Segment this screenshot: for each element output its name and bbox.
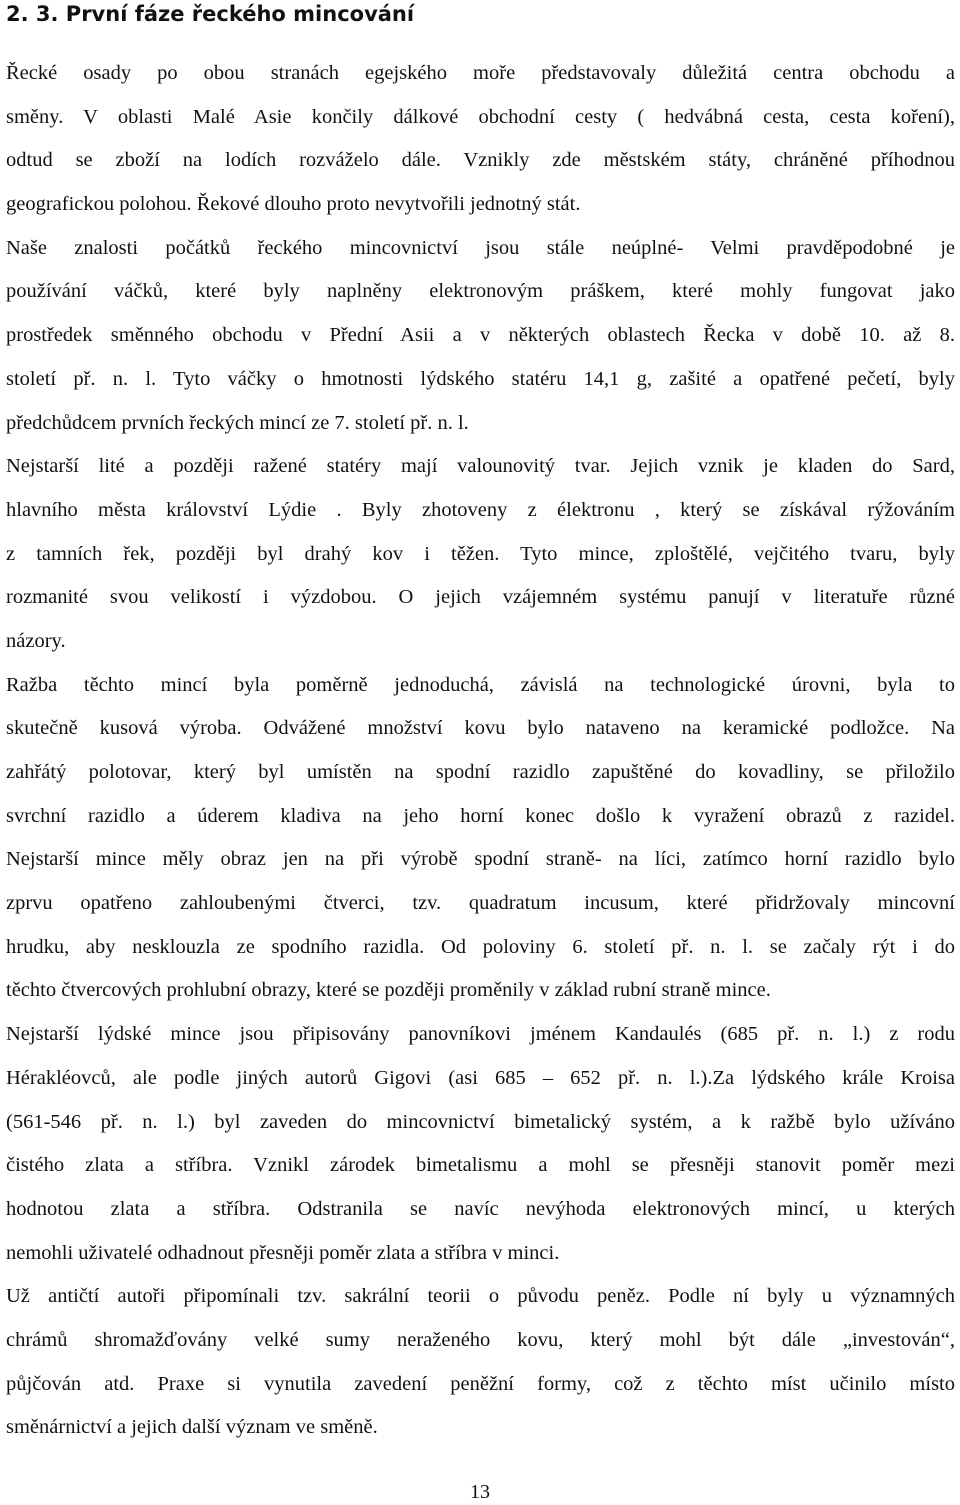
- text-line: svrchní razidlo a úderem kladiva na jeho horní konec došlo k vyražení obrazů z razidel.: [6, 804, 955, 827]
- text-line: těchto čtvercových prohlubní obrazy, které se později proměnily v základ rubní straně mince.: [6, 979, 771, 1002]
- text-line: zahřátý polotovar, který byl umístěn na spodní razidlo zapuštěné do kovadliny, se přiložilo: [6, 761, 955, 783]
- text-line: geografickou polohou. Řekové dlouho proto nevytvořili jednotný stát.: [6, 193, 581, 216]
- section-heading: 2. 3. První fáze řeckého mincování: [6, 2, 415, 26]
- text-line: z tamních řek, později byl drahý kov i těžen. Tyto mince, zploštělé, vejčitého tvaru, byly: [6, 542, 955, 565]
- text-line: názory.: [6, 629, 66, 652]
- text-line: předchůdcem prvních řeckých mincí ze 7. století př. n. l.: [6, 411, 469, 434]
- text-line: Už antičtí autoři připomínali tzv. sakrální teorii o původu peněz. Podle ní byly u významných: [6, 1285, 955, 1308]
- text-line: čistého zlata a stříbra. Vznikl zárodek bimetalismu a mohl se přesněji stanovit poměr mezi: [6, 1154, 955, 1177]
- text-line: odtud se zboží na lodích rozváželo dále. Vznikly zde městském státy, chráněné příhodnou: [6, 149, 955, 172]
- text-line: Řecké osady po obou stranách egejského moře představovaly důležitá centra obchodu a: [6, 62, 955, 84]
- text-line: Nejstarší lýdské mince jsou připisovány panovníkovi jménem Kandaulés (685 př. n. l.) z rodu: [6, 1023, 955, 1046]
- text-line: (561-546 př. n. l.) byl zaveden do mincovnictví bimetalický systém, a k ražbě bylo užíváno: [6, 1110, 955, 1133]
- text-line: směny. V oblasti Malé Asie končily dálkové obchodní cesty ( hedvábná cesta, cesta koření),: [6, 105, 955, 128]
- text-line: hrudku, aby nesklouzla ze spodního razidla. Od poloviny 6. století př. n. l. se začaly rýt i do: [6, 935, 955, 958]
- text-line: půjčován atd. Praxe si vynutila zavedení peněžní formy, což z těchto míst učinilo místo: [6, 1372, 955, 1395]
- text-line: nemohli uživatelé odhadnout přesněji poměr zlata a stříbra v minci.: [6, 1241, 560, 1264]
- page-number: 13: [470, 1481, 490, 1503]
- text-line: Hérakléovců, ale podle jiných autorů Gigovi (asi 685 – 652 př. n. l.).Za lýdského krále Kroisa: [6, 1066, 955, 1089]
- text-line: směnárnictví a jejich další význam ve směně.: [6, 1416, 378, 1439]
- text-line: rozmanité svou velikostí i výzdobou. O jejich vzájemném systému panují v literatuře různé: [6, 586, 955, 609]
- text-line: Nejstarší lité a později ražené statéry mají valounovitý tvar. Jejich vznik je kladen do Sard,: [6, 455, 955, 478]
- text-line: Ražba těchto mincí byla poměrně jednoduchá, závislá na technologické úrovni, byla to: [6, 673, 955, 696]
- text-line: zprvu opatřeno zahloubenými čtverci, tzv. quadratum incusum, které přidržovaly mincovní: [6, 892, 955, 915]
- text-line: používání váčků, které byly naplněny elektronovým práškem, které mohly fungovat jako: [6, 280, 955, 303]
- text-line: Nejstarší mince měly obraz jen na při výrobě spodní straně- na líci, zatímco horní razidlo bylo: [6, 848, 955, 871]
- text-line: prostředek směnného obchodu v Přední Asii a v některých oblastech Řecka v době 10. až 8.: [6, 324, 955, 347]
- text-line: Naše znalosti počátků řeckého mincovnictví jsou stále neúplné- Velmi pravděpodobné je: [6, 236, 955, 259]
- text-line: skutečně kusová výroba. Odvážené množství kovu bylo nataveno na keramické podložce. Na: [6, 717, 955, 740]
- text-line: hodnotou zlata a stříbra. Odstranila se navíc nevýhoda elektronových mincí, u kterých: [6, 1197, 955, 1220]
- text-line: hlavního města království Lýdie . Byly zhotoveny z élektronu , který se získával rýžováním: [6, 498, 955, 521]
- body-text: [6, 52, 955, 1450]
- text-line: chrámů shromažďovány velké sumy neraženého kovu, který mohl být dále „investován“,: [6, 1328, 955, 1351]
- text-line: století př. n. l. Tyto váčky o hmotnosti lýdského statéru 14,1 g, zašité a opatřené pečetí, byly: [6, 367, 955, 390]
